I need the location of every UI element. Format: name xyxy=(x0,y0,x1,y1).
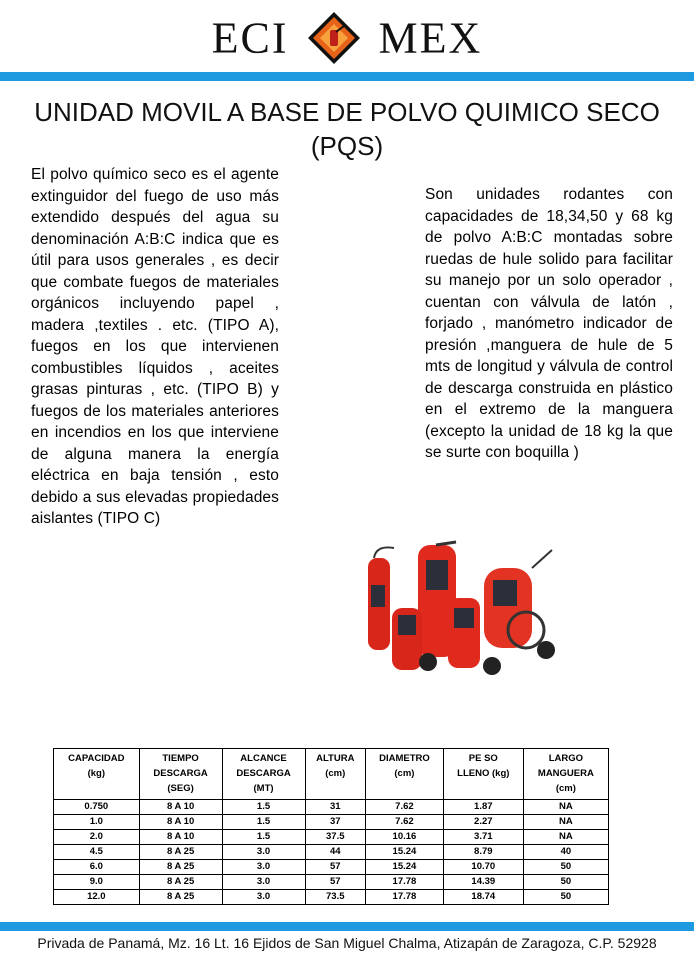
table-cell: 1.5 xyxy=(222,830,305,845)
table-cell: 1.87 xyxy=(443,800,523,815)
table-cell: 8.79 xyxy=(443,845,523,860)
table-row xyxy=(54,815,609,830)
table-row xyxy=(54,800,609,815)
table-header-row xyxy=(54,749,609,800)
column-header-line: TIEMPO xyxy=(162,753,199,764)
table-cell: 1.0 xyxy=(54,815,140,830)
column-header-line: (SEG) xyxy=(167,783,194,794)
column-header xyxy=(366,749,444,800)
column-header-line: (cm) xyxy=(325,768,346,779)
table-cell: 44 xyxy=(305,845,366,860)
table-cell: 3.0 xyxy=(222,845,305,860)
page-title xyxy=(0,95,694,163)
table-cell: 40 xyxy=(523,845,608,860)
table-cell: NA xyxy=(523,815,608,830)
logo xyxy=(0,8,694,66)
table-cell: 3.0 xyxy=(222,890,305,905)
table-cell: 2.27 xyxy=(443,815,523,830)
column-header-line: (cm) xyxy=(394,768,415,779)
column-header-line: ALCANCE xyxy=(240,753,287,764)
table-row xyxy=(54,890,609,905)
table-cell: 18.74 xyxy=(443,890,523,905)
table-cell: 50 xyxy=(523,875,608,890)
table-cell: 15.24 xyxy=(366,845,444,860)
table-cell: 57 xyxy=(305,875,366,890)
table-row xyxy=(54,845,609,860)
table-cell: 6.0 xyxy=(54,860,140,875)
table-cell: 37 xyxy=(305,815,366,830)
table-cell: 3.0 xyxy=(222,875,305,890)
column-header-line: DESCARGA xyxy=(236,768,291,779)
table-cell: 14.39 xyxy=(443,875,523,890)
table-cell: 7.62 xyxy=(366,800,444,815)
right-description: Son unidades rodantes con capacidades de 18,34,50 y 68 kg de polvo A:B:C montadas sobre ruedas de hule solido para facilitar su manejo por un solo operador , cuentan con válvula de latón , forjado , manómetro indicador de presión ,manguera de hule de 5 mts de longitud y válvula de control de descarga construida en plástico en el extremo de la manguera (excepto la unidad de 18 kg la que se surte con boquilla ) xyxy=(425,186,673,461)
table-cell: 8 A 10 xyxy=(139,815,222,830)
table-cell: 8 A 25 xyxy=(139,860,222,875)
column-header-line: DIAMETRO xyxy=(379,753,430,764)
table-cell: 8 A 10 xyxy=(139,830,222,845)
table-cell: NA xyxy=(523,800,608,815)
table-cell: 57 xyxy=(305,860,366,875)
title-line-1: UNIDAD MOVIL A BASE DE POLVO QUIMICO SECO xyxy=(34,97,660,127)
header xyxy=(0,0,694,72)
table-cell: 37.5 xyxy=(305,830,366,845)
table-row xyxy=(54,875,609,890)
column-header xyxy=(523,749,608,800)
column-header-line: LLENO (kg) xyxy=(457,768,510,779)
column-header xyxy=(305,749,366,800)
table-cell: 3.71 xyxy=(443,830,523,845)
column-header-line: LARGO xyxy=(548,753,584,764)
column-header-line: PE SO xyxy=(468,753,498,764)
column-header-line: CAPACIDAD xyxy=(68,753,125,764)
table-cell: 2.0 xyxy=(54,830,140,845)
table-cell: 8 A 25 xyxy=(139,875,222,890)
logo-diamond-icon xyxy=(306,10,362,66)
table-row xyxy=(54,860,609,875)
table-cell: 10.16 xyxy=(366,830,444,845)
column-header-line: ALTURA xyxy=(316,753,355,764)
table-cell: NA xyxy=(523,830,608,845)
table-cell: 8 A 25 xyxy=(139,890,222,905)
column-header xyxy=(54,749,140,800)
specs-table xyxy=(53,748,609,905)
table-cell: 17.78 xyxy=(366,875,444,890)
table-cell: 17.78 xyxy=(366,890,444,905)
table-cell: 15.24 xyxy=(366,860,444,875)
table-cell: 8 A 10 xyxy=(139,800,222,815)
table-cell: 4.5 xyxy=(54,845,140,860)
table-cell: 1.5 xyxy=(222,800,305,815)
table-cell: 0.750 xyxy=(54,800,140,815)
bottom-accent-bar xyxy=(0,922,694,931)
left-description: El polvo químico seco es el agente extinguidor del fuego de uso más extendido después del agua su denominación A:B:C indica que es útil para usos generales , es decir que combate fuegos de materiales orgánicos incluyendo papel , madera ,textiles . etc. (TIPO A), fuegos en los que intervienen combustibles líquidos , aceites grasas pinturas , etc. (TIPO B) y fuegos de los materiales anteriores en incendios en los que interviene de alguna manera la energía eléctrica en baja tensión , esto debido a sus elevadas propiedades aislantes (TIPO C) xyxy=(31,166,279,527)
table-cell: 12.0 xyxy=(54,890,140,905)
extinguisher-units-image xyxy=(356,540,556,680)
table-cell: 7.62 xyxy=(366,815,444,830)
table-cell: 3.0 xyxy=(222,860,305,875)
column-header-line: (MT) xyxy=(253,783,274,794)
table-cell: 50 xyxy=(523,890,608,905)
table-row xyxy=(54,830,609,845)
column-header-line: (cm) xyxy=(555,783,576,794)
table-cell: 50 xyxy=(523,860,608,875)
title-line-2: (PQS) xyxy=(310,131,384,161)
table-cell: 10.70 xyxy=(443,860,523,875)
table-cell: 9.0 xyxy=(54,875,140,890)
logo-text-left: ECI xyxy=(211,13,289,63)
column-header xyxy=(139,749,222,800)
top-accent-bar xyxy=(0,72,694,81)
column-header xyxy=(222,749,305,800)
table-cell: 31 xyxy=(305,800,366,815)
footer-address: Privada de Panamá, Mz. 16 Lt. 16 Ejidos de San Miguel Chalma, Atizapán de Zaragoza, C.P. 52928 xyxy=(37,935,657,951)
column-header-line: MANGUERA xyxy=(537,768,594,779)
column-header-line: DESCARGA xyxy=(153,768,208,779)
table-cell: 73.5 xyxy=(305,890,366,905)
column-header-line: (kg) xyxy=(87,768,106,779)
table-cell: 1.5 xyxy=(222,815,305,830)
table-cell: 8 A 25 xyxy=(139,845,222,860)
logo-text-right: MEX xyxy=(378,13,483,63)
column-header xyxy=(443,749,523,800)
